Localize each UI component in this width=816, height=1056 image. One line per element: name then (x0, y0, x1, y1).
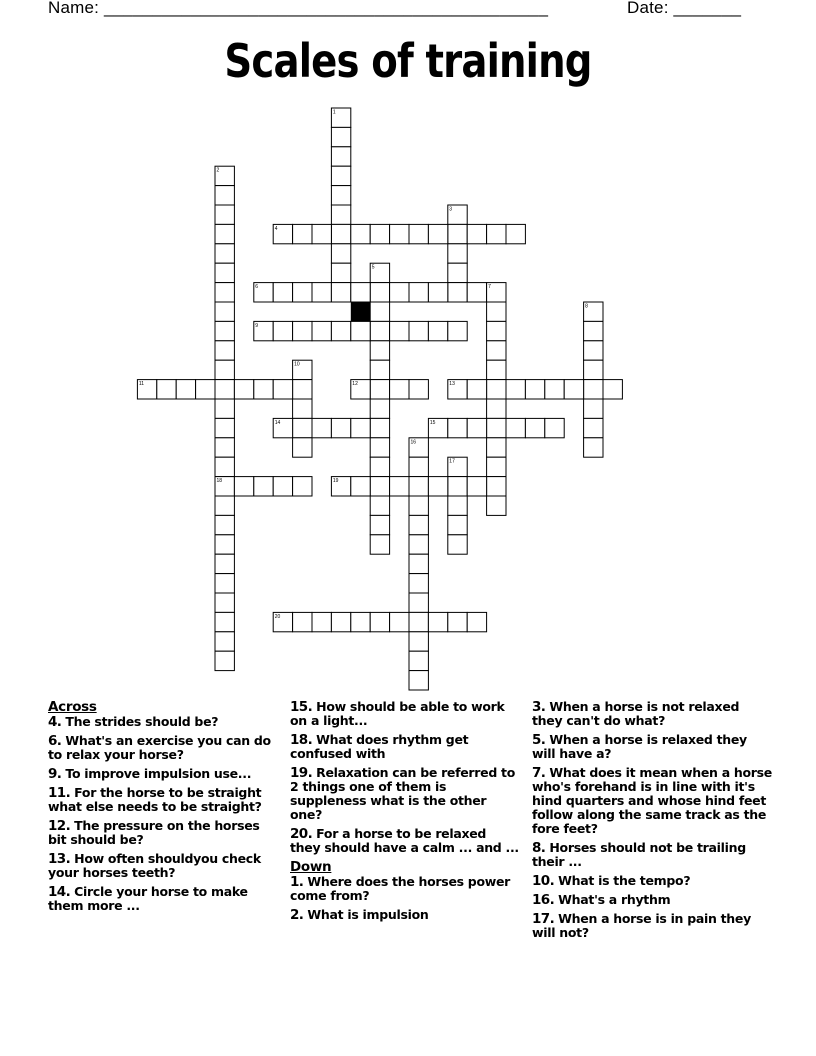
grid-cell[interactable] (293, 380, 312, 399)
grid-cell[interactable] (448, 535, 467, 554)
clue-across-9: 9. To improve impulsion use... (48, 766, 252, 782)
grid-cell[interactable] (409, 593, 428, 612)
grid-cell[interactable] (196, 380, 215, 399)
clue-down-7: 7. What does it mean when a horse who's forehand is in line with it's hind quarters and whose hind feet follow along the same track as the fore feet? (532, 765, 772, 836)
grid-cell[interactable] (409, 671, 428, 690)
grid-cell[interactable] (428, 321, 447, 340)
grid-cell[interactable] (584, 380, 603, 399)
grid-cell[interactable] (428, 224, 447, 243)
grid-cell[interactable] (525, 418, 544, 437)
grid-cell[interactable] (506, 224, 525, 243)
grid-cell[interactable] (157, 380, 176, 399)
grid-cell[interactable] (312, 418, 331, 437)
grid-cell[interactable] (215, 651, 234, 670)
clue-down-16: 16. What's a rhythm (532, 892, 671, 908)
clue-number: 17 (449, 458, 455, 465)
across-heading: Across (48, 699, 97, 715)
grid-cell[interactable] (215, 283, 234, 302)
grid-cell[interactable] (215, 360, 234, 379)
grid-cell[interactable] (215, 457, 234, 476)
grid-cell[interactable] (331, 205, 350, 224)
grid-cell[interactable] (506, 380, 525, 399)
grid-cell[interactable] (370, 360, 389, 379)
grid-cell[interactable] (409, 515, 428, 534)
grid-cell[interactable] (409, 477, 428, 496)
clue-across-12: 12. The pressure on the horses bit should be? (48, 818, 260, 847)
grid-cell[interactable] (331, 166, 350, 185)
grid-cell[interactable] (545, 380, 564, 399)
grid-cell[interactable] (390, 380, 409, 399)
clue-number: 13 (449, 381, 455, 388)
grid-cell[interactable] (390, 612, 409, 631)
grid-cell[interactable] (584, 399, 603, 418)
grid-cell[interactable] (293, 612, 312, 631)
grid-cell[interactable] (564, 380, 583, 399)
grid-cell[interactable] (409, 612, 428, 631)
puzzle-title: Scales of training (224, 34, 592, 88)
grid-cell[interactable] (215, 515, 234, 534)
grid-cell[interactable] (293, 418, 312, 437)
grid-cell[interactable] (584, 321, 603, 340)
grid-cell[interactable] (331, 147, 350, 166)
grid-cell[interactable] (428, 612, 447, 631)
name-field-label: Name: ______________________________________________ (48, 0, 549, 17)
grid-cell[interactable] (370, 438, 389, 457)
clue-across-18: 18. What does rhythm get confused with (290, 732, 469, 761)
grid-cell[interactable] (584, 418, 603, 437)
grid-cell[interactable] (273, 283, 292, 302)
clue-number: 18 (216, 478, 223, 485)
grid-cell[interactable] (370, 457, 389, 476)
grid-cell[interactable] (370, 535, 389, 554)
grid-cell[interactable] (351, 477, 370, 496)
grid-cell[interactable] (254, 477, 273, 496)
clue-number: 8 (585, 303, 588, 310)
grid-cell[interactable] (176, 380, 195, 399)
grid-cell[interactable] (215, 224, 234, 243)
grid-cell[interactable] (448, 321, 467, 340)
grid-cell[interactable] (525, 380, 544, 399)
clue-down-17: 17. When a horse is in pain they will not? (532, 911, 751, 940)
clue-across-19: 19. Relaxation can be referred to 2 things one of them is suppleness what is the other one? (290, 765, 515, 822)
grid-cell[interactable] (448, 244, 467, 263)
grid-cell[interactable] (603, 380, 622, 399)
grid-cell[interactable] (215, 554, 234, 573)
grid-cell[interactable] (351, 612, 370, 631)
grid-cell[interactable] (467, 380, 486, 399)
grid-cell[interactable] (487, 341, 506, 360)
grid-cell[interactable] (215, 399, 234, 418)
grid-cell[interactable] (370, 399, 389, 418)
grid-cell[interactable] (448, 283, 467, 302)
grid-cell[interactable] (545, 418, 564, 437)
grid-cell[interactable] (215, 302, 234, 321)
grid-cell[interactable] (331, 612, 350, 631)
grid-cell[interactable] (506, 418, 525, 437)
clue-across-4: 4. The strides should be? (48, 714, 219, 730)
grid-cell[interactable] (215, 612, 234, 631)
grid-cell[interactable] (390, 477, 409, 496)
clue-down-5: 5. When a horse is relaxed they will have a? (532, 732, 747, 761)
grid-cell[interactable] (234, 477, 253, 496)
grid-cell[interactable] (390, 224, 409, 243)
grid-cell[interactable] (448, 515, 467, 534)
grid-cell[interactable] (293, 399, 312, 418)
clue-number: 3 (449, 206, 453, 213)
grid-cell[interactable] (370, 418, 389, 437)
clue-across-6: 6. What's an exercise you can do to relax your horse? (48, 733, 271, 762)
grid-cell[interactable] (215, 535, 234, 554)
grid-cell[interactable] (312, 612, 331, 631)
grid-cell[interactable] (409, 535, 428, 554)
grid-cell[interactable] (467, 612, 486, 631)
grid-cell[interactable] (487, 418, 506, 437)
grid-cell[interactable] (448, 496, 467, 515)
grid-cell[interactable] (409, 283, 428, 302)
grid-cell[interactable] (409, 321, 428, 340)
grid-cell[interactable] (215, 341, 234, 360)
grid-cell[interactable] (448, 418, 467, 437)
clue-across-20: 20. For a horse to be relaxed they should have a calm ... and ... (290, 826, 519, 855)
grid-cell[interactable] (487, 321, 506, 340)
grid-cell[interactable] (215, 632, 234, 651)
grid-cell[interactable] (370, 283, 389, 302)
grid-cell[interactable] (584, 438, 603, 457)
clue-number: 14 (274, 419, 281, 426)
grid-cell[interactable] (331, 244, 350, 263)
grid-cell[interactable] (487, 438, 506, 457)
clue-number: 4 (274, 225, 278, 232)
clue-number: 15 (429, 419, 436, 426)
grid-cell[interactable] (370, 612, 389, 631)
clue-across-13: 13. How often shouldyou check your horses teeth? (48, 851, 261, 880)
grid-cell[interactable] (351, 418, 370, 437)
clue-down-10: 10. What is the tempo? (532, 873, 691, 889)
grid-cell[interactable] (370, 380, 389, 399)
grid-cell[interactable] (331, 186, 350, 205)
clue-down-2: 2. What is impulsion (290, 907, 429, 923)
clue-number: 12 (352, 381, 358, 388)
grid-cell[interactable] (254, 380, 273, 399)
blocked-cell (351, 302, 370, 321)
grid-cell[interactable] (370, 224, 389, 243)
grid-cell[interactable] (370, 341, 389, 360)
clue-down-8: 8. Horses should not be trailing their ... (532, 840, 746, 869)
grid-cell[interactable] (215, 574, 234, 593)
grid-cell[interactable] (370, 302, 389, 321)
grid-cell[interactable] (409, 496, 428, 515)
clue-number: 5 (371, 264, 375, 271)
clue-across-14: 14. Circle your horse to make them more ... (48, 884, 248, 913)
grid-cell[interactable] (428, 477, 447, 496)
grid-cell[interactable] (448, 612, 467, 631)
grid-cell[interactable] (409, 651, 428, 670)
clues-column-3 (532, 700, 772, 945)
grid-cell[interactable] (351, 283, 370, 302)
clue-number: 2 (216, 167, 220, 174)
grid-cell[interactable] (215, 244, 234, 263)
grid-cell[interactable] (467, 283, 486, 302)
grid-cell[interactable] (293, 438, 312, 457)
grid-cell[interactable] (312, 224, 331, 243)
grid-cell[interactable] (331, 418, 350, 437)
grid-cell[interactable] (331, 224, 350, 243)
grid-cell[interactable] (370, 321, 389, 340)
clue-number: 6 (255, 284, 259, 291)
clue-down-1: 1. Where does the horses power come from? (290, 874, 511, 903)
grid-cell[interactable] (487, 457, 506, 476)
clue-number: 20 (274, 613, 281, 620)
grid-cell[interactable] (215, 380, 234, 399)
grid-cell[interactable] (215, 263, 234, 282)
grid-cell[interactable] (215, 593, 234, 612)
grid-cell[interactable] (448, 263, 467, 282)
grid-cell[interactable] (467, 418, 486, 437)
clue-number: 1 (332, 109, 336, 116)
grid-cell[interactable] (351, 321, 370, 340)
grid-cell[interactable] (584, 360, 603, 379)
grid-cell[interactable] (370, 496, 389, 515)
grid-cell[interactable] (293, 321, 312, 340)
grid-cell[interactable] (487, 399, 506, 418)
clue-across-11: 11. For the horse to be straight what else needs to be straight? (48, 785, 262, 814)
grid-cell[interactable] (390, 283, 409, 302)
grid-cell[interactable] (409, 574, 428, 593)
grid-cell[interactable] (409, 224, 428, 243)
clues-column-2 (290, 700, 520, 927)
grid-cell[interactable] (467, 477, 486, 496)
grid-cell[interactable] (331, 263, 350, 282)
grid-cell[interactable] (234, 380, 253, 399)
grid-cell[interactable] (487, 360, 506, 379)
grid-cell[interactable] (584, 341, 603, 360)
grid-cell[interactable] (409, 380, 428, 399)
grid-cell[interactable] (293, 477, 312, 496)
clue-number: 19 (332, 478, 339, 485)
clue-number: 11 (138, 381, 145, 388)
grid-cell[interactable] (215, 205, 234, 224)
grid-cell[interactable] (487, 496, 506, 515)
grid-cell[interactable] (331, 283, 350, 302)
grid-cell[interactable] (273, 380, 292, 399)
grid-cell[interactable] (370, 515, 389, 534)
grid-cell[interactable] (428, 283, 447, 302)
grid-cell[interactable] (331, 321, 350, 340)
clue-number: 10 (294, 361, 300, 368)
grid-cell[interactable] (215, 418, 234, 437)
grid-cell[interactable] (370, 477, 389, 496)
grid-cell[interactable] (215, 321, 234, 340)
grid-cell[interactable] (409, 632, 428, 651)
clue-number: 7 (488, 284, 491, 291)
grid-cell[interactable] (487, 477, 506, 496)
grid-cell[interactable] (215, 496, 234, 515)
grid-cell[interactable] (312, 283, 331, 302)
clue-number: 9 (255, 322, 259, 329)
date-field-label: Date: _______ (627, 0, 742, 17)
grid-cell[interactable] (409, 457, 428, 476)
grid-cell[interactable] (487, 224, 506, 243)
grid-cell[interactable] (448, 224, 467, 243)
grid-cell[interactable] (273, 477, 292, 496)
grid-cell[interactable] (487, 302, 506, 321)
grid-cell[interactable] (409, 554, 428, 573)
clue-across-15: 15. How should be able to work on a light... (290, 699, 505, 728)
grid-cell[interactable] (390, 321, 409, 340)
grid-cell[interactable] (351, 224, 370, 243)
clues-column-1 (48, 700, 276, 918)
grid-cell[interactable] (215, 186, 234, 205)
grid-cell[interactable] (215, 438, 234, 457)
grid-cell[interactable] (273, 321, 292, 340)
grid-cell[interactable] (312, 321, 331, 340)
grid-cell[interactable] (467, 224, 486, 243)
grid-cell[interactable] (293, 283, 312, 302)
grid-cell[interactable] (487, 380, 506, 399)
down-heading: Down (290, 859, 332, 875)
grid-cell[interactable] (331, 127, 350, 146)
grid-cell[interactable] (448, 477, 467, 496)
clue-number: 16 (410, 439, 417, 446)
grid-cell[interactable] (293, 224, 312, 243)
clue-down-3: 3. When a horse is not relaxed they can't do what? (532, 699, 740, 728)
